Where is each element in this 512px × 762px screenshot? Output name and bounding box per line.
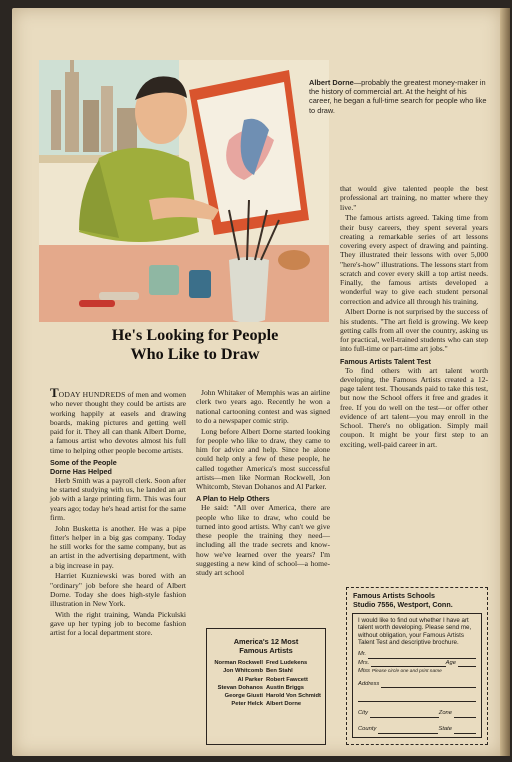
artist-name: Fred Ludekens — [266, 660, 308, 666]
col1-para-3: John Busketta is another. He was a pipe fitter's helper in a big gas company. Today he still works for the same company, but as an artist in the advertising department, with a big increase in pay. — [50, 523, 186, 570]
address-line-2[interactable] — [358, 696, 476, 702]
coupon-miss-row — [358, 668, 476, 676]
coupon-header-1: Famous Artists Schools — [353, 591, 436, 600]
artist-name: Peter Helck — [231, 701, 263, 708]
state-label: State — [438, 725, 452, 732]
artist-drawing-svg — [39, 60, 329, 322]
artists-box-title — [207, 637, 325, 655]
coupon-header — [353, 592, 487, 610]
mr-label: Mr. — [358, 650, 367, 657]
col1-para-5: With the right training, Wanda Pickulski gave up her typing job to become fashion artist for a local department store. — [50, 609, 186, 638]
famous-artists-box — [206, 628, 326, 745]
age-label: Age — [445, 659, 456, 666]
col2-para-3: He said: "All over America, there are people who like to draw, who could be turned into good artists. Why can't we give these people the training they need—including all the trade secrets and know-how we've learned over the years? I'm suggesting a new kind of school—a home-study art school — [196, 503, 330, 577]
page-edge — [500, 8, 510, 756]
column-1 — [50, 385, 186, 639]
headline-line-1: He's Looking for People — [111, 326, 279, 344]
circle-note: Please circle one and print name — [371, 669, 442, 675]
mail-coupon[interactable] — [346, 587, 488, 745]
artist-illustration — [39, 60, 329, 322]
artist-name: Al Parker — [237, 676, 263, 683]
caption — [309, 78, 491, 115]
col1-heading-b: Dorne Has Helped — [50, 466, 112, 476]
coupon-blank-row — [358, 696, 476, 702]
col3-para-3: Albert Dorne is not surprised by the success of his students. "The art field is growing. We keep getting calls from all over the country, asking us for practical, well-trained students who can step into full-time or part-time art jobs." — [340, 307, 488, 354]
coupon-address-row — [358, 681, 476, 689]
state-line[interactable] — [454, 728, 476, 734]
name-line-2[interactable] — [371, 661, 445, 667]
coupon-mrs-row — [358, 660, 476, 668]
name-line[interactable] — [368, 653, 476, 659]
col1-para-2: Herb Smith was a payroll clerk. Soon after he started studying with us, he landed an art job with a large printing firm. This was four years ago; today he's head artist for the same firm. — [50, 475, 186, 522]
mrs-label: Mrs. — [358, 659, 370, 666]
col1-heading-a: Some of the People — [50, 457, 117, 467]
address-label: Address — [358, 680, 380, 687]
city-line[interactable] — [370, 712, 439, 718]
miss-label: Miss — [358, 668, 370, 675]
zone-line[interactable] — [454, 712, 476, 718]
artists-names — [207, 659, 325, 709]
artist-name: Albert Dorne — [266, 701, 302, 708]
artist-name: Jon Whitcomb — [223, 668, 263, 675]
col2-para-2: Long before Albert Dorne started looking for people who like to draw, they came to him for advice and help. Since he alone could help only a few of these people, he called together America's most successful artists—men like Norman Rockwell, Jon Whitcomb, Stevan Dohanos and Al Parker. — [196, 426, 330, 491]
age-line[interactable] — [458, 661, 476, 667]
coupon-form — [352, 613, 482, 738]
headline-line-2: Who Like to Draw — [130, 345, 260, 363]
artist-name: Austin Briggs — [266, 684, 305, 691]
artists-box-title-2: Famous Artists — [239, 646, 293, 655]
drop-cap: T — [50, 385, 59, 400]
county-label: County — [358, 725, 377, 732]
coupon-header-2: Studio 7556, Westport, Conn. — [353, 599, 453, 609]
column-2 — [196, 388, 330, 579]
county-line[interactable] — [378, 728, 438, 734]
artist-name: Norman Rockwell — [214, 660, 263, 666]
artist-name: Robert Fawcett — [266, 676, 308, 683]
artist-name: Stevan Dohanos — [217, 684, 263, 691]
headline — [70, 326, 320, 364]
address-line[interactable] — [381, 682, 476, 688]
comic-ad-page — [12, 8, 502, 756]
col3-para-4: To find others with art talent worth developing, the Famous Artists created a 12-page talent test. Thousands paid to take this test, but now the School offers it free and grades it free. If you do well on the test—or offer other evidence of art talent—you may enroll in the School. There's no obligation. Simply mail coupon. It might be your first step to an exciting, well-paid career in art. — [340, 365, 488, 449]
col1-smallcaps: ODAY HUNDREDS — [58, 390, 126, 399]
artist-name: Ben Stahl — [266, 668, 293, 675]
caption-text: —probably the greatest money-maker in the history of commercial art. At the height of his career, he began a full-time search for people who like to draw. — [309, 78, 487, 115]
coupon-county-row — [358, 726, 476, 734]
col1-para-1-text: of men and women who never thought they could be artists are working happily at easels and drawing boards, making pictures and getting well paid for it. They all can thank Albert Dorne, a famous artist who devotes almost his full time to helping other people become artists. — [50, 390, 186, 455]
city-label: City — [358, 710, 368, 717]
caption-name: Albert Dorne — [309, 78, 354, 87]
coupon-body: I would like to find out whether I have art talent worth developing. Please send me, without obligation, your Famous Artists Talent Test and descriptive brochure. — [358, 616, 472, 647]
artists-box-title-1: America's 12 Most — [233, 637, 299, 646]
col3-heading: Famous Artists Talent Test — [340, 356, 431, 366]
col3-para-1: that would give talented people the best professional art training, no matter where they live." — [340, 184, 488, 212]
artist-name: George Giusti — [224, 693, 263, 700]
col1-para-1 — [50, 385, 186, 455]
col1-para-4: Harriet Kuzniewski was bored with an "ordinary" job before she heard of Albert Dorne. Today she does high-style fashion illustration in New York. — [50, 571, 186, 608]
artist-name: Harold Von Schmidt — [266, 693, 321, 700]
col3-para-2: The famous artists agreed. Taking time from their busy careers, they spent several years creating a remarkable series of art lessons covering every aspect of drawing and painting. They illustrated their lessons with over 5,000 "here's-how" illustrations. The lessons start from scratch and cover every skill a top artist needs. Finally, the famous artists developed a wonderful way to give each student personal correction and advice all through his training. — [340, 213, 488, 306]
col2-heading: A Plan to Help Others — [196, 494, 270, 504]
col2-para-1: John Whitaker of Memphis was an airline clerk two years ago. Recently he won a national cartooning contest and was signed to do a newspaper comic strip. — [196, 388, 330, 425]
zone-label: Zone — [438, 710, 452, 717]
column-3 — [340, 184, 488, 450]
coupon-city-row — [358, 710, 476, 718]
coupon-mr-row — [358, 651, 476, 659]
